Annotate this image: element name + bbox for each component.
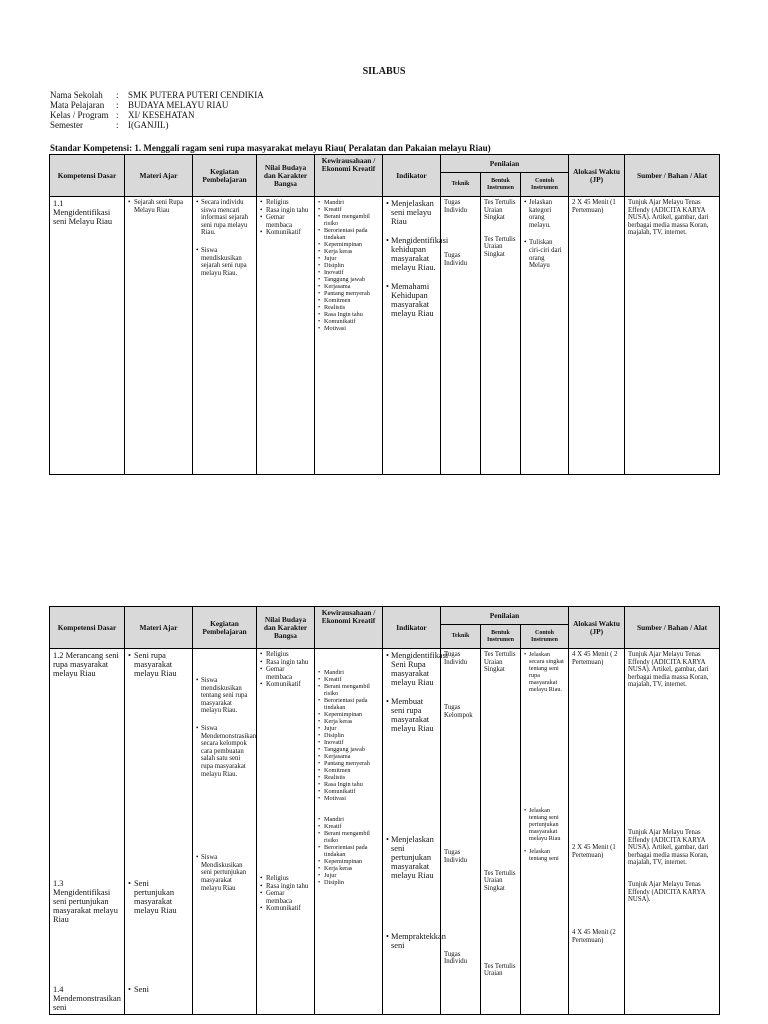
list-item: • Kepemimpinan [318, 241, 379, 248]
list-item: • Disiplin [318, 262, 379, 269]
list-item: • Komunikatif [260, 681, 311, 689]
alokasi-item: 4 X 45 Menit (2 Pertemuan) [572, 929, 616, 944]
teknik-item: Tugas Individu [444, 651, 468, 666]
list-item: • Komunikatif [318, 788, 379, 795]
info-separator: : [116, 100, 119, 110]
sumber-cell [625, 649, 720, 1015]
list-item: • Siswa Mendiskusikan seni pertunjukan masyarakat melayu Riau [196, 854, 253, 892]
header-materi: Materi Ajar [125, 607, 193, 649]
contoh-cell [521, 649, 569, 1015]
list-item: • Siswa Mendemonstrasikan secara kelompok cara pembuatan salah satu seni rupa masyarakat melayu Riau. [196, 725, 253, 778]
header-kompetensi: Kompetensi Dasar [50, 607, 125, 649]
teknik-item: Tugas Individu [444, 199, 468, 214]
info-value: I(GANJIL) [128, 120, 169, 130]
header-sumber: Sumber / Bahan / Alat [625, 607, 720, 649]
list-item: • Komunikatif [260, 229, 311, 237]
list-item: • Seni [128, 985, 189, 994]
list-item: • Gemar membaca [260, 666, 311, 681]
info-row-school [50, 90, 264, 100]
list-item: • Mengidentifikasi Seni Rupa masyarakat melayu Riau [386, 651, 437, 687]
list-item: • Jujur [318, 725, 379, 732]
teknik-item: Tugas Individu [444, 950, 468, 966]
bentuk-item: Tes Tertulis Uraian Singkat [484, 235, 516, 258]
list-item: • Motivasi [318, 325, 379, 332]
materi-cell [125, 197, 193, 475]
list-item: • Religius [260, 875, 311, 883]
list-item: • Kerja keras [318, 865, 379, 872]
list-item: • Tuliskan ciri-ciri dari orang Melayu [524, 239, 565, 269]
list-item: • Jelaskan tentang seni pertunjukan masyarakat melayu Riau [524, 807, 565, 842]
alokasi-item: 2 X 45 Menit (1 Pertemuan) [572, 844, 616, 859]
list-item: • Jelaskan secara singkat tentang seni rupa masyarakat melayu Riau. [524, 651, 565, 693]
header-alokasi: Alokasi Waktu (JP) [569, 155, 625, 197]
list-item: • Tanggung jawab [318, 276, 379, 283]
header-penilaian: Penilaian [441, 155, 569, 173]
info-separator: : [116, 110, 119, 120]
list-item: • Pantang menyerah [318, 290, 379, 297]
header-contoh: Contoh Instrumen [521, 625, 569, 649]
list-item: • Kerjasama [318, 753, 379, 760]
list-item: • Komitmen [318, 767, 379, 774]
header-bentuk: Bentuk Instrumen [481, 625, 521, 649]
teknik-item: Tugas Individu [444, 849, 468, 864]
page-title: SILABUS [362, 66, 406, 77]
list-item: • Berani mengambil risiko [318, 683, 379, 697]
nilai-cell [257, 197, 315, 475]
header-bentuk: Bentuk Instrumen [481, 173, 521, 197]
list-item: • Komitmen [318, 297, 379, 304]
list-item: • Rasa Ingin tahu [318, 311, 379, 318]
info-label: Nama Sekolah [50, 90, 103, 100]
list-item: • Jujur [318, 872, 379, 879]
list-item: • Berorientasi pada tindakan [318, 227, 379, 241]
indikator-cell [383, 197, 449, 475]
standard-competency: Standar Kompetensi: 1. Menggali ragam seni rupa masyarakat melayu Riau( Peralatan dan Pakaian melayu Riau) [50, 143, 491, 153]
info-label: Mata Pelajaran [50, 100, 105, 110]
alokasi-cell [569, 649, 625, 1015]
sumber-item: Tunjuk Ajar Melayu Tenas Effendy (ADICITA KARYA NUSA). Artikel, gambar, dari berbagai media massa Koran, majalah, TV, internet. [628, 828, 709, 867]
list-item: • Jelaskan kategori orang melayu. [524, 199, 565, 229]
kompetensi-cell [50, 649, 125, 1015]
bentuk-cell [481, 197, 521, 475]
header-teknik: Teknik [441, 173, 481, 197]
alokasi-item: 4 X 45 Menit ( 2 Pertemuan) [572, 651, 618, 666]
list-item: • Rasa Ingin tahu [318, 781, 379, 788]
header-contoh: Contoh Instrumen [521, 173, 569, 197]
list-item: • Sejarah seni Rupa Melayu Riau [128, 199, 189, 214]
teknik-cell [441, 649, 481, 1015]
alokasi-cell: 2 X 45 Menit (1 Pertemuan) [569, 197, 625, 475]
header-kewirausahaan: Kewirausahaan / Ekonomi Kreatif [315, 607, 383, 649]
sumber-item: Tunjuk Ajar Melayu Tenas Effendy (ADICITA KARYA NUSA). Artikel, gambar, dari berbagai media massa Koran, majalah, TV, internet. [628, 651, 709, 689]
sumber-cell: Tunjuk Ajar Melayu Tenas Effendy (ADICITA KARYA NUSA). Artikel, gambar, dari berbagai media massa Koran, majalah, TV, internet. [625, 197, 720, 475]
list-item: • Disiplin [318, 879, 379, 886]
list-item: • Kerja keras [318, 718, 379, 725]
list-item: • Kreatif [318, 206, 379, 213]
header-kegiatan: Kegiatan Pembelajaran [193, 607, 257, 649]
info-value: SMK PUTERA PUTERI CENDIKIA [128, 90, 264, 100]
info-separator: : [116, 120, 119, 130]
list-item: • Secara individu siswa mencari informasi sejarah seni rupa melayu Riau. [196, 199, 253, 237]
list-item: • Siswa mendiskusikan sejarah seni rupa melayu Riau. [196, 247, 253, 277]
kompetensi-item: 1.4 Mendemonstrasikan seni [53, 985, 121, 1012]
list-item: • Realistis [318, 774, 379, 781]
table-row [50, 649, 720, 1015]
bentuk-cell [481, 649, 521, 1015]
bentuk-item: Tes Tertulis Uraian [484, 962, 516, 978]
info-separator: : [116, 90, 119, 100]
list-item: • Jujur [318, 255, 379, 262]
nilai-cell [257, 649, 315, 1015]
list-item: • Tanggung jawab [318, 746, 379, 753]
indikator-cell [383, 649, 449, 1015]
list-item: • Kepemimpinan [318, 858, 379, 865]
list-item: • Mandiri [318, 199, 379, 206]
kegiatan-cell [193, 649, 257, 1015]
list-item: • Inovatif [318, 739, 379, 746]
teknik-item: Tugas Kelompok [444, 704, 473, 719]
list-item: • Rasa ingin tahu [260, 883, 311, 891]
header-materi: Materi Ajar [125, 155, 193, 197]
kewirausahaan-cell [315, 649, 383, 1015]
list-item: • Seni rupa masyarakat melayu Riau [128, 651, 189, 879]
school-info [50, 90, 264, 130]
list-item: • Seni pertunjukan masyarakat melayu Riau [128, 879, 189, 985]
list-item: • Pantang menyerah [318, 760, 379, 767]
info-value: BUDAYA MELAYU RIAU [128, 100, 229, 110]
list-item: • Mengidentifikasi kehidupan masyarakat melayu Riau. [386, 236, 437, 272]
header-nilai: Nilai Budaya dan Karakter Bangsa [257, 607, 315, 649]
bentuk-item: Tes Tertulis Uraian Singkat [484, 199, 516, 222]
list-item: • Religius [260, 199, 311, 207]
info-label: Semester [50, 120, 83, 130]
list-item: • Inovatif [318, 269, 379, 276]
header-indikator: Indikator [383, 607, 441, 649]
list-item: • Membuat seni rupa masyarakat melayu Riau [386, 697, 437, 733]
list-item: • Menjelaskan seni pertunjukan masyarakat melayu Riau [386, 835, 437, 880]
info-value: XI/ KESEHATAN [128, 110, 195, 120]
list-item: • Kreatif [318, 676, 379, 683]
list-item: • Gemar membaca [260, 890, 311, 905]
list-item: • Memahami Kehidupan masyarakat melayu Riau [386, 282, 437, 318]
bentuk-item: Tes Tertulis Uraian Singkat [484, 651, 516, 674]
list-item: • Kerjasama [318, 283, 379, 290]
contoh-cell [521, 197, 569, 475]
header-kewirausahaan: Kewirausahaan / Ekonomi Kreatif [315, 155, 383, 197]
list-item: • Berorientasi pada tindakan [318, 844, 379, 858]
kompetensi-item: 1.3 Mengidentifikasi seni pertunjukan masyarakat melayu Riau [53, 879, 118, 924]
sumber-item: Tunjuk Ajar Melayu Tenas Effendy (ADICITA KARYA NUSA). [628, 880, 706, 904]
list-item: • Kerja keras [318, 248, 379, 255]
info-row-subject [50, 100, 264, 110]
list-item: • Realistis [318, 304, 379, 311]
list-item: • Kepemimpinan [318, 711, 379, 718]
syllabus-table-2 [49, 606, 720, 1015]
kegiatan-cell [193, 197, 257, 475]
list-item: • Mempraktekkan seni [386, 932, 437, 950]
info-row-semester [50, 120, 264, 130]
list-item: • Mandiri [318, 669, 379, 676]
list-item: • Jelaskan tentang seni [524, 848, 565, 862]
list-item: • Rasa ingin tahu [260, 207, 311, 215]
list-item: • Komunikatif [318, 318, 379, 325]
list-item: • Berorientasi pada tindakan [318, 697, 379, 711]
list-item: • Komunikatif [260, 905, 311, 913]
info-row-class [50, 110, 264, 120]
list-item: • Berani mengambil risiko [318, 830, 379, 844]
header-nilai: Nilai Budaya dan Karakter Bangsa [257, 155, 315, 197]
list-item: • Rasa ingin tahu [260, 659, 311, 667]
header-alokasi: Alokasi Waktu (JP) [569, 607, 625, 649]
list-item: • Berani mengambil risiko [318, 213, 379, 227]
header-teknik: Teknik [441, 625, 481, 649]
materi-cell [125, 649, 193, 1015]
kewirausahaan-cell [315, 197, 383, 475]
list-item: • Disiplin [318, 732, 379, 739]
info-label: Kelas / Program [50, 110, 109, 120]
kompetensi-item: 1.2 Merancang seni rupa masyarakat melayu Riau [53, 651, 119, 678]
bentuk-item: Tes Tertulis Uraian Singkat [484, 869, 516, 892]
list-item: • Mandiri [318, 816, 379, 823]
list-item: • Siswa mendiskusikan tentang seni rupa masyarakat melayu Riau. [196, 677, 253, 715]
list-item: • Motivasi [318, 795, 379, 802]
header-kegiatan: Kegiatan Pembelajaran [193, 155, 257, 197]
list-item: • Menjelaskan seni melayu Riau [386, 199, 437, 226]
list-item: • Gemar membaca [260, 214, 311, 229]
header-indikator: Indikator [383, 155, 441, 197]
header-kompetensi: Kompetensi Dasar [50, 155, 125, 197]
syllabus-table-1 [49, 154, 720, 475]
header-penilaian: Penilaian [441, 607, 569, 625]
list-item: • Kreatif [318, 823, 379, 830]
kompetensi-cell: 1.1 Mengidentifikasi seni Melayu Riau [50, 197, 125, 475]
table-row [50, 197, 720, 475]
header-sumber: Sumber / Bahan / Alat [625, 155, 720, 197]
list-item: • Religius [260, 651, 311, 659]
teknik-item: Tugas Individu [444, 252, 468, 267]
